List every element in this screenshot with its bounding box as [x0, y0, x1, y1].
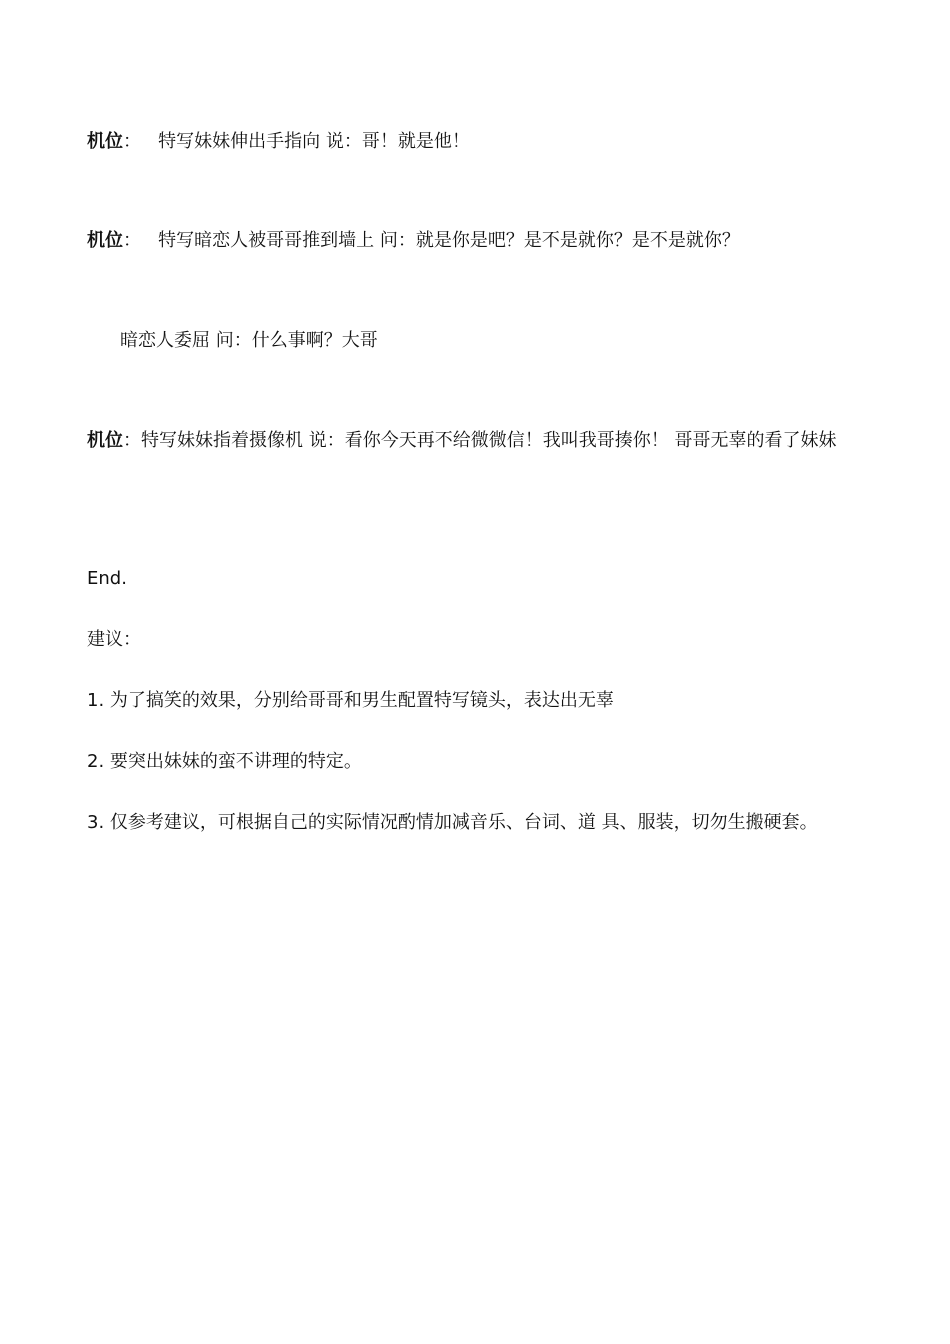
- scene-text: 特写妹妹指着摄像机 说：看你今天再不给微微信！我叫我哥揍你！ 哥哥无辜的看了妹妹: [141, 430, 837, 451]
- scene-text: 暗恋人委屈 问：什么事啊？大哥: [120, 330, 378, 351]
- shot-label: 机位: [87, 131, 123, 152]
- shot-label: 机位: [87, 230, 123, 251]
- scene-4: [87, 416, 867, 466]
- scene-text: 特写妹妹伸出手指向 说：哥！就是他！: [158, 131, 470, 152]
- suggestion-item: 1. 为了搞笑的效果，分别给哥哥和男生配置特写镜头，表达出无辜: [87, 690, 614, 711]
- scene-2: [87, 229, 740, 253]
- suggestion-item: 3. 仅参考建议，可根据自己的实际情况酌情加减音乐、台词、道 具、服装，切勿生搬硬套。: [87, 812, 818, 833]
- suggestions-title: 建议：: [87, 629, 141, 650]
- scene-1: [87, 130, 470, 154]
- suggestion-item: 2. 要突出妹妹的蛮不讲理的特定。: [87, 751, 362, 772]
- shot-colon: ：: [123, 230, 141, 251]
- end-marker: End.: [87, 568, 127, 589]
- scene-text: 特写暗恋人被哥哥推到墙上 问：就是你是吧？是不是就你？是不是就你？: [158, 230, 740, 251]
- shot-colon: ：: [123, 131, 141, 152]
- scene-3: [120, 329, 378, 353]
- shot-colon: ：: [123, 430, 141, 451]
- shot-label: 机位: [87, 430, 123, 451]
